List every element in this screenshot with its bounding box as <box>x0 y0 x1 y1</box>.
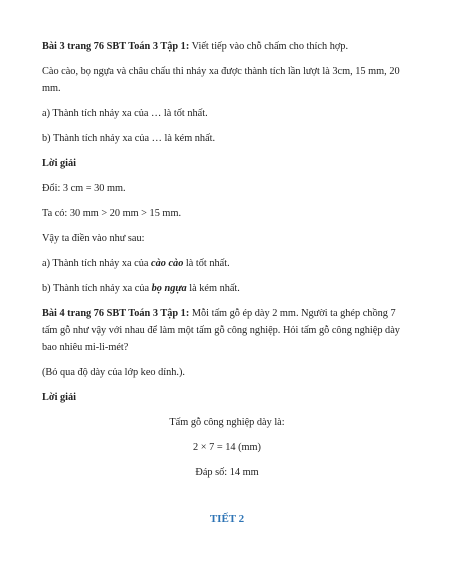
exercise-3-heading: Bài 3 trang 76 SBT Toán 3 Tập 1: <box>42 41 190 52</box>
answer-a-suffix: là tốt nhất. <box>183 258 230 269</box>
exercise-3-answer-a <box>42 255 412 272</box>
exercise-4-note: (Bỏ qua độ dày của lớp keo dính.). <box>42 367 185 378</box>
exercise-3-conversion: Đổi: 3 cm = 30 mm. <box>42 183 126 194</box>
exercise-3-comparison: Ta có: 30 mm > 20 mm > 15 mm. <box>42 208 182 219</box>
exercise-3-fill-intro: Vậy ta điền vào như sau: <box>42 233 145 244</box>
answer-b-highlight: bọ ngựa <box>151 283 187 294</box>
exercise-4-heading: Bài 4 trang 76 SBT Toán 3 Tập 1: <box>42 308 190 319</box>
document-body <box>42 38 412 528</box>
exercise-4-text: Mỗi tấm gỗ ép dày 2 mm. Người ta ghép chồng 7 tấm gỗ như vậy với nhau để làm một tấm gỗ công nghiệp. Hỏi tấm gỗ công nghiệp dày bao nhiêu mi-li-mét? <box>42 308 400 353</box>
exercise-3-prompt: Viết tiếp vào chỗ chấm cho thích hợp. <box>189 41 349 52</box>
exercise-3-question-a: a) Thành tích nhảy xa của … là tốt nhất. <box>42 108 208 119</box>
exercise-3-solution-label: Lời giải <box>42 158 77 169</box>
answer-a-prefix: a) Thành tích nhảy xa của <box>42 258 152 269</box>
exercise-4-solution-line-1: Tấm gỗ công nghiệp dày là: <box>169 417 285 428</box>
exercise-3-question-b: b) Thành tích nhảy xa của … là kém nhất. <box>42 133 216 144</box>
answer-b-suffix: là kém nhất. <box>186 283 240 294</box>
exercise-4-statement <box>42 305 412 356</box>
exercise-4-solution-label: Lời giải <box>42 392 77 403</box>
answer-b-prefix: b) Thành tích nhảy xa của <box>42 283 152 294</box>
exercise-3-title <box>42 38 412 55</box>
exercise-3-answer-b <box>42 280 412 297</box>
section-title: TIẾT 2 <box>209 513 245 525</box>
exercise-4-solution-line-2: 2 × 7 = 14 (mm) <box>193 442 261 453</box>
answer-a-highlight: cào cào <box>151 258 184 269</box>
exercise-4-answer: Đáp số: 14 mm <box>195 467 259 478</box>
exercise-3-statement: Cào cào, bọ ngựa và châu chấu thi nhảy xa được thành tích lần lượt là 3cm, 15 mm, 20 mm. <box>42 66 400 94</box>
